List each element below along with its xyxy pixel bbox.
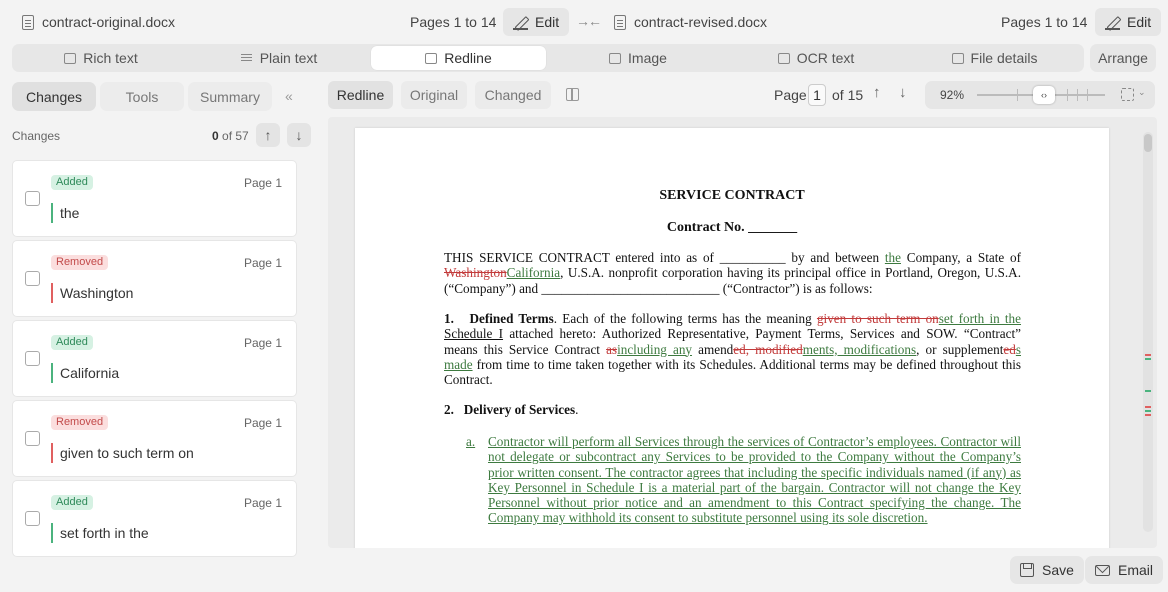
document-icon xyxy=(64,53,76,64)
document-icon xyxy=(22,15,34,30)
revised-pages: Pages 1 to 14 xyxy=(1001,14,1088,30)
status-badge: Added xyxy=(51,335,93,350)
status-badge: Added xyxy=(51,495,93,510)
tab-ocr-text[interactable]: OCR text xyxy=(727,44,905,72)
change-marker xyxy=(1145,406,1151,408)
change-page: Page 1 xyxy=(243,416,282,430)
change-checkbox[interactable] xyxy=(25,191,40,206)
chevron-down-icon[interactable]: ⌄ xyxy=(1138,87,1146,97)
delivery-heading: 2. Delivery of Services. xyxy=(444,402,579,417)
redline-icon xyxy=(425,53,437,64)
view-tab-bar xyxy=(12,44,1084,72)
status-badge: Removed xyxy=(51,415,108,430)
change-text: California xyxy=(60,365,120,381)
save-icon xyxy=(1020,563,1034,577)
change-page: Page 1 xyxy=(243,176,282,190)
viewer-toolbar xyxy=(328,81,1158,109)
change-card[interactable] xyxy=(13,481,296,556)
arrange-button[interactable]: Arrange xyxy=(1090,44,1156,72)
image-icon xyxy=(609,53,621,64)
collapse-panel-icon[interactable]: « xyxy=(285,88,293,104)
change-checkbox[interactable] xyxy=(25,271,40,286)
top-bar xyxy=(0,0,1168,44)
change-marker xyxy=(1145,390,1151,392)
vertical-scrollbar[interactable] xyxy=(1143,132,1153,532)
file-info-icon xyxy=(952,53,964,64)
change-card[interactable] xyxy=(13,401,296,476)
mode-changed[interactable]: Changed xyxy=(475,81,551,109)
zoom-control xyxy=(925,81,1155,109)
mail-icon xyxy=(1095,565,1110,576)
change-page: Page 1 xyxy=(243,496,282,510)
delivery-clause-a: Contractor will perform all Services through the services of Contractor’s employees. Contractor will not delegate or subcontract any Services to be provided to the Company without the Company’s prior written consent. The contractor agrees that including the specific individuals named (if any) as Key Personnel in Schedule I is a material part of the bargain. Contractor will not change the Key Personnel without prior notice and an amendment to this Contract specifying the change. The Company may withhold its consent to substitute personnel using its sole discretion. xyxy=(488,434,1021,526)
contract-number: Contract No. _______ xyxy=(666,220,798,235)
split-view-icon[interactable] xyxy=(566,88,579,101)
page-total: of 15 xyxy=(832,87,864,103)
subclause-marker: a. xyxy=(466,434,476,449)
zoom-level: 92% xyxy=(940,88,965,102)
tab-redline[interactable]: Redline xyxy=(371,46,546,70)
changes-panel xyxy=(0,78,310,592)
change-marker xyxy=(1145,414,1151,416)
page-label: Page xyxy=(774,87,807,103)
change-marker xyxy=(1145,410,1151,412)
change-checkbox[interactable] xyxy=(25,431,40,446)
change-page: Page 1 xyxy=(243,336,282,350)
tab-image[interactable]: Image xyxy=(549,44,727,72)
save-button[interactable]: Save xyxy=(1010,556,1084,584)
page-number-input[interactable]: 1 xyxy=(808,84,826,106)
change-checkbox[interactable] xyxy=(25,511,40,526)
original-pages: Pages 1 to 14 xyxy=(410,14,497,30)
scrollbar-thumb[interactable] xyxy=(1144,134,1152,152)
change-text: set forth in the xyxy=(60,525,149,541)
status-badge: Added xyxy=(51,175,93,190)
changes-label: Changes xyxy=(12,129,61,143)
lines-icon xyxy=(241,53,253,64)
mode-redline[interactable]: Redline xyxy=(328,81,393,109)
document-page xyxy=(355,128,1109,548)
email-button[interactable]: Email xyxy=(1085,556,1163,584)
previous-page-button[interactable]: ↑ xyxy=(873,84,881,101)
mode-original[interactable]: Original xyxy=(401,81,467,109)
document-icon xyxy=(614,15,626,30)
revised-file xyxy=(614,14,767,30)
tab-file-details[interactable]: File details xyxy=(905,44,1084,72)
original-file-name: contract-original.docx xyxy=(42,14,176,30)
tab-tools[interactable]: Tools xyxy=(100,82,184,111)
intro-paragraph: THIS SERVICE CONTRACT entered into as of __________ by and between the Company, a State of WashingtonCalifornia, U.S.A. nonprofit corporation having its principal office in Portland, Oregon, U.S.A. (“Company”) and ___________________________ (“Contractor”) is as follows: xyxy=(444,250,1021,296)
change-marker xyxy=(1145,354,1151,356)
change-marker xyxy=(1145,358,1151,360)
next-change-button[interactable]: ↓ xyxy=(287,123,311,147)
next-page-button[interactable]: ↓ xyxy=(899,84,907,101)
change-text: Washington xyxy=(60,285,134,301)
change-card[interactable] xyxy=(13,321,296,396)
defined-terms-paragraph: 1. Defined Terms. Each of the following terms has the meaning given to such term onset forth in the Schedule I attached hereto: Authorized Representative, Payment Terms, Services and SOW. “Contract” means this Service Contract asincluding any amended, modifiedments, modifications, or supplementeds made from time to time taken together with its Schedules. Additional terms may be defined throughout this Contract. xyxy=(444,311,1022,388)
pencil-icon xyxy=(1105,15,1120,30)
zoom-slider-handle[interactable]: ‹› xyxy=(1033,86,1055,104)
swap-icon[interactable]: →← xyxy=(576,13,600,29)
original-file xyxy=(22,14,175,30)
revised-file-name: contract-revised.docx xyxy=(634,14,768,30)
document-viewer xyxy=(328,117,1157,548)
change-counter: 0 of 57 xyxy=(212,129,249,143)
edit-revised-button[interactable]: Edit xyxy=(1095,8,1161,36)
previous-change-button[interactable]: ↑ xyxy=(256,123,280,147)
change-text: given to such term on xyxy=(60,445,194,461)
change-card[interactable] xyxy=(13,161,296,236)
fit-page-icon[interactable] xyxy=(1121,88,1134,101)
scan-icon xyxy=(778,53,790,64)
tab-changes[interactable]: Changes xyxy=(12,82,96,111)
change-checkbox[interactable] xyxy=(25,351,40,366)
tab-summary[interactable]: Summary xyxy=(188,82,272,111)
pencil-icon xyxy=(513,15,528,30)
change-text: the xyxy=(60,205,80,221)
change-page: Page 1 xyxy=(243,256,282,270)
status-badge: Removed xyxy=(51,255,108,270)
tab-plain-text[interactable]: Plain text xyxy=(190,44,368,72)
tab-rich-text[interactable]: Rich text xyxy=(12,44,190,72)
edit-original-button[interactable]: Edit xyxy=(503,8,569,36)
document-title: SERVICE CONTRACT xyxy=(659,188,805,203)
change-card[interactable] xyxy=(13,241,296,316)
